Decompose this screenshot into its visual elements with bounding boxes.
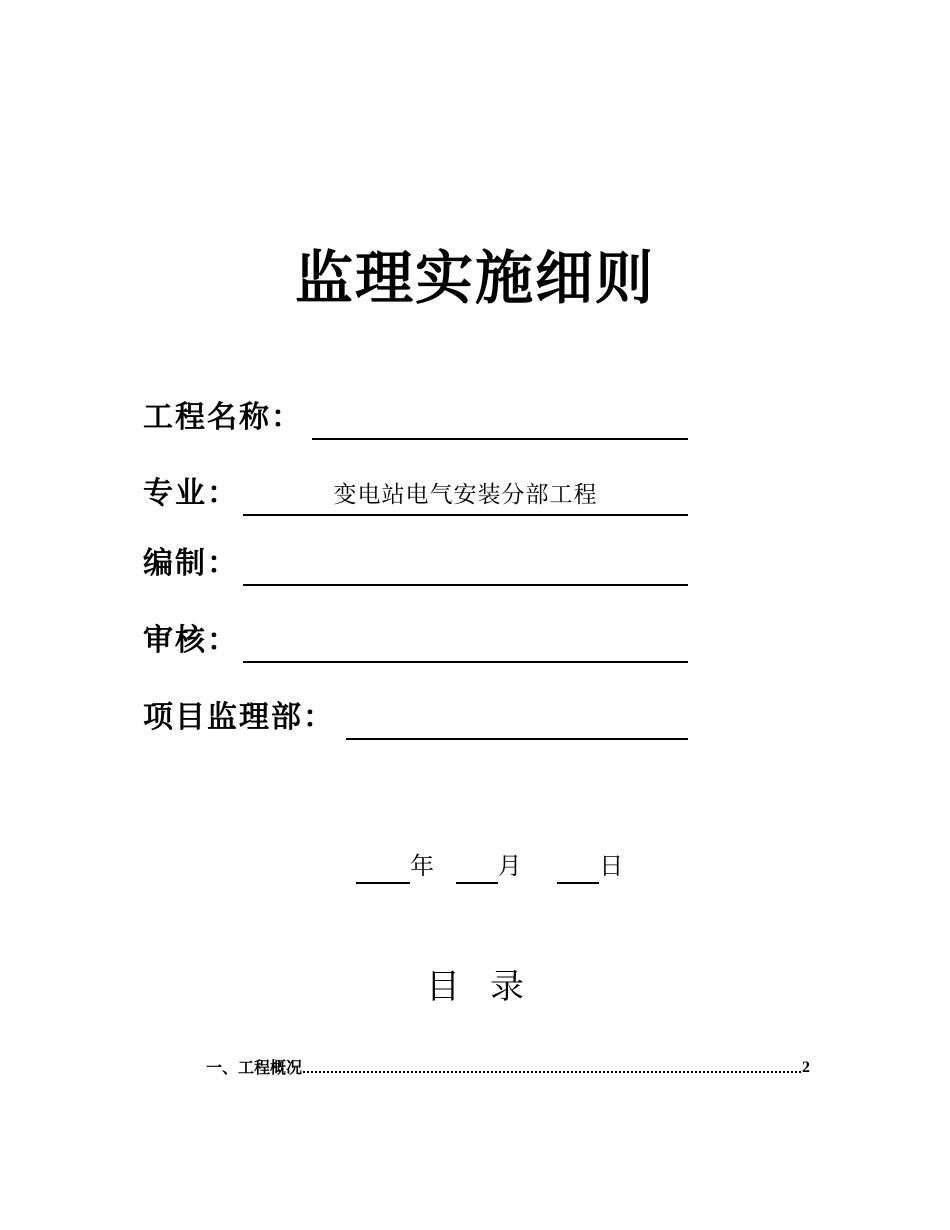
toc-leader-dots: [303, 1070, 801, 1073]
reviewed-by-line[interactable]: [243, 625, 688, 663]
compiled-by-line[interactable]: [243, 548, 688, 586]
year-blank[interactable]: [356, 854, 410, 884]
toc-entry-label: 一、工程概况: [206, 1058, 303, 1077]
date-line: [356, 848, 637, 884]
compiled-by-label: 编制：: [143, 546, 239, 581]
project-name-field: [143, 392, 688, 442]
toc-entry[interactable]: [206, 1054, 810, 1080]
specialty-line[interactable]: [243, 478, 688, 516]
reviewed-by-field: [143, 615, 688, 665]
month-blank[interactable]: [456, 854, 498, 884]
specialty-field: [143, 468, 688, 518]
year-unit: 年: [410, 852, 434, 880]
day-blank[interactable]: [557, 854, 599, 884]
reviewed-by-label: 审核：: [143, 623, 239, 658]
toc-entry-page: 2: [802, 1059, 810, 1076]
project-name-label: 工程名称：: [143, 400, 303, 435]
day-unit: 日: [599, 852, 624, 880]
specialty-value: 变电站电气安装分部工程: [333, 482, 598, 508]
month-unit: 月: [497, 852, 522, 880]
document-title: 监理实施细则: [294, 244, 655, 312]
compiled-by-field: [143, 538, 688, 588]
supervision-dept-field: [143, 692, 688, 742]
project-name-line[interactable]: [312, 402, 688, 440]
specialty-label: 专业：: [143, 476, 239, 511]
supervision-dept-label: 项目监理部：: [143, 700, 335, 735]
toc-title: 目录: [426, 967, 554, 1007]
supervision-dept-line[interactable]: [346, 702, 688, 740]
